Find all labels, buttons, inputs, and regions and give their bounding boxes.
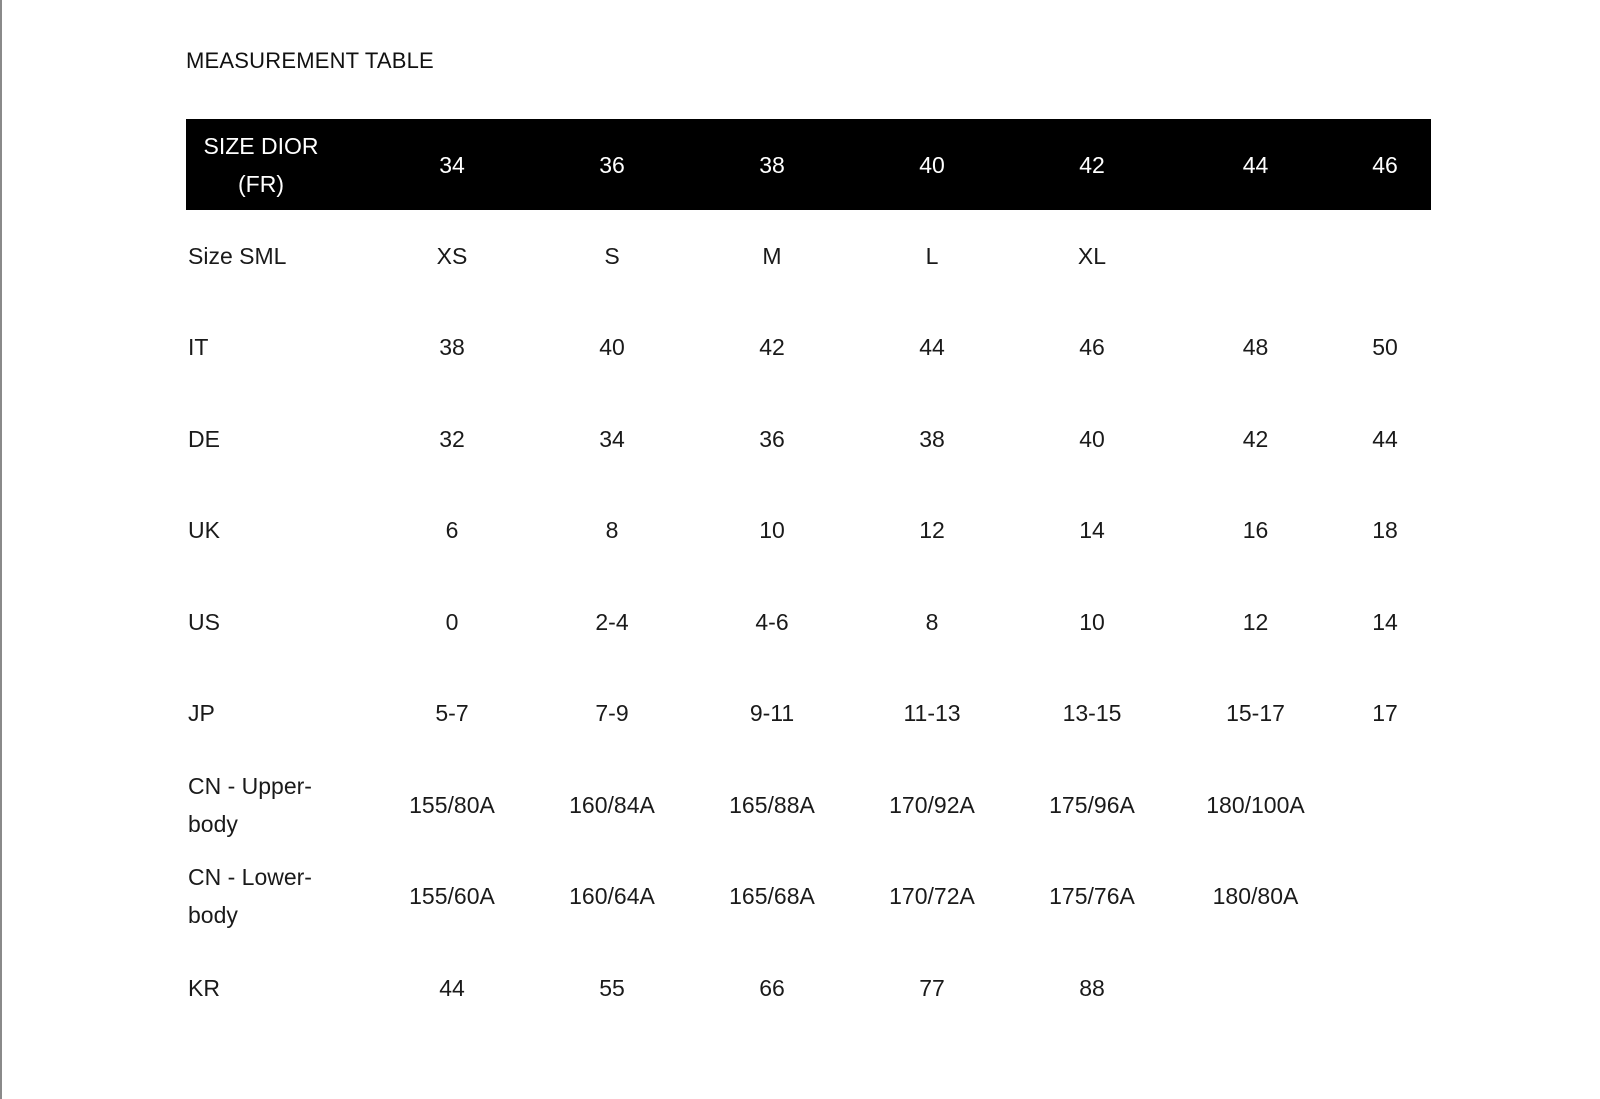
table-cell: 34 (599, 425, 625, 452)
table-cell: 2-4 (595, 608, 629, 635)
row-label: JP (188, 700, 215, 727)
table-body (186, 210, 1431, 1034)
table-cell: 42 (1242, 425, 1269, 452)
table-cell: 40 (1079, 425, 1105, 452)
header-size-42: 42 (1079, 151, 1105, 178)
table-cell: 50 (1372, 334, 1398, 361)
table-cell: XS (436, 242, 468, 269)
header-size-40: 40 (919, 151, 945, 178)
header-label-text: SIZE DIOR (FR) (203, 132, 319, 197)
table-row (186, 576, 1431, 668)
row-label: Size SML (188, 242, 287, 269)
table-cell: 10 (1079, 608, 1105, 635)
table-cell: 15-17 (1226, 700, 1285, 727)
table-cell: 8 (605, 517, 619, 544)
table-cell: 6 (445, 517, 459, 544)
table-cell: 155/80A (409, 791, 495, 818)
table-cell: 170/92A (889, 791, 975, 818)
table-cell: 160/64A (569, 883, 655, 910)
header-size-34: 34 (439, 151, 465, 178)
table-cell: 160/84A (569, 791, 655, 818)
table-cell: 11-13 (903, 700, 961, 727)
row-label (186, 851, 372, 943)
table-cell: 18 (1372, 517, 1398, 544)
table-cell (1339, 210, 1431, 302)
row-label: IT (188, 334, 209, 361)
table-cell (1339, 851, 1431, 943)
table-cell: 17 (1372, 700, 1398, 727)
table-cell: 4-6 (755, 608, 789, 635)
table-cell: 55 (599, 974, 625, 1001)
table-cell: 32 (439, 425, 465, 452)
row-label: KR (188, 974, 220, 1001)
table-cell: 155/60A (409, 883, 495, 910)
table-cell: 5-7 (435, 700, 469, 727)
measurement-table (186, 119, 1431, 1034)
table-cell: 16 (1242, 517, 1269, 544)
table-cell: 88 (1079, 974, 1105, 1001)
table-row (186, 302, 1431, 394)
header-size-38: 38 (759, 151, 785, 178)
row-label-text: CN - Upper-body (188, 772, 312, 837)
table-cell: 66 (759, 974, 785, 1001)
table-cell: 13-15 (1062, 700, 1122, 727)
table-cell (1172, 210, 1339, 302)
table-cell (1339, 942, 1431, 1034)
table-row (186, 485, 1431, 577)
table-cell: S (604, 242, 620, 269)
table-row (186, 759, 1431, 851)
table-cell: 175/76A (1049, 883, 1135, 910)
table-cell: 165/68A (729, 883, 815, 910)
table-cell: 0 (445, 608, 459, 635)
row-label-text: CN - Lower-body (188, 864, 312, 929)
table-cell: 44 (919, 334, 945, 361)
table-row (186, 668, 1431, 760)
table-cell: 44 (1372, 425, 1398, 452)
table-cell: 170/72A (889, 883, 975, 910)
table-cell: 10 (759, 517, 785, 544)
table-cell: 8 (925, 608, 939, 635)
table-cell: 40 (599, 334, 625, 361)
table-cell: 7-9 (595, 700, 629, 727)
table-cell: 46 (1079, 334, 1105, 361)
header-size-dior-label (186, 119, 372, 210)
table-cell: 38 (439, 334, 465, 361)
table-cell: XL (1077, 242, 1107, 269)
table-cell: 180/100A (1206, 791, 1305, 818)
table-cell: 48 (1242, 334, 1269, 361)
table-row (186, 393, 1431, 485)
table-cell: 14 (1079, 517, 1105, 544)
page-title: MEASUREMENT TABLE (186, 48, 434, 73)
header-size-46: 46 (1372, 151, 1398, 178)
row-label (186, 759, 372, 851)
table-cell: M (762, 242, 782, 269)
header-size-36: 36 (599, 151, 625, 178)
row-label: UK (188, 517, 220, 544)
table-cell: 175/96A (1049, 791, 1135, 818)
table-row (186, 942, 1431, 1034)
table-cell: 165/88A (729, 791, 815, 818)
table-cell: 38 (919, 425, 945, 452)
table-cell: 77 (919, 974, 945, 1001)
table-cell: 14 (1372, 608, 1398, 635)
table-cell: 9-11 (749, 700, 795, 727)
table-cell: 12 (919, 517, 945, 544)
table-cell (1339, 759, 1431, 851)
table-cell: L (925, 242, 939, 269)
table-cell: 12 (1242, 608, 1269, 635)
table-cell: 36 (759, 425, 785, 452)
table-cell: 44 (439, 974, 465, 1001)
table-row (186, 851, 1431, 943)
table-cell: 42 (759, 334, 785, 361)
row-label: DE (188, 425, 220, 452)
header-size-44: 44 (1242, 151, 1269, 178)
table-row (186, 210, 1431, 302)
table-cell (1172, 942, 1339, 1034)
table-header-row (186, 119, 1431, 210)
table-cell: 180/80A (1212, 883, 1299, 910)
row-label: US (188, 608, 220, 635)
